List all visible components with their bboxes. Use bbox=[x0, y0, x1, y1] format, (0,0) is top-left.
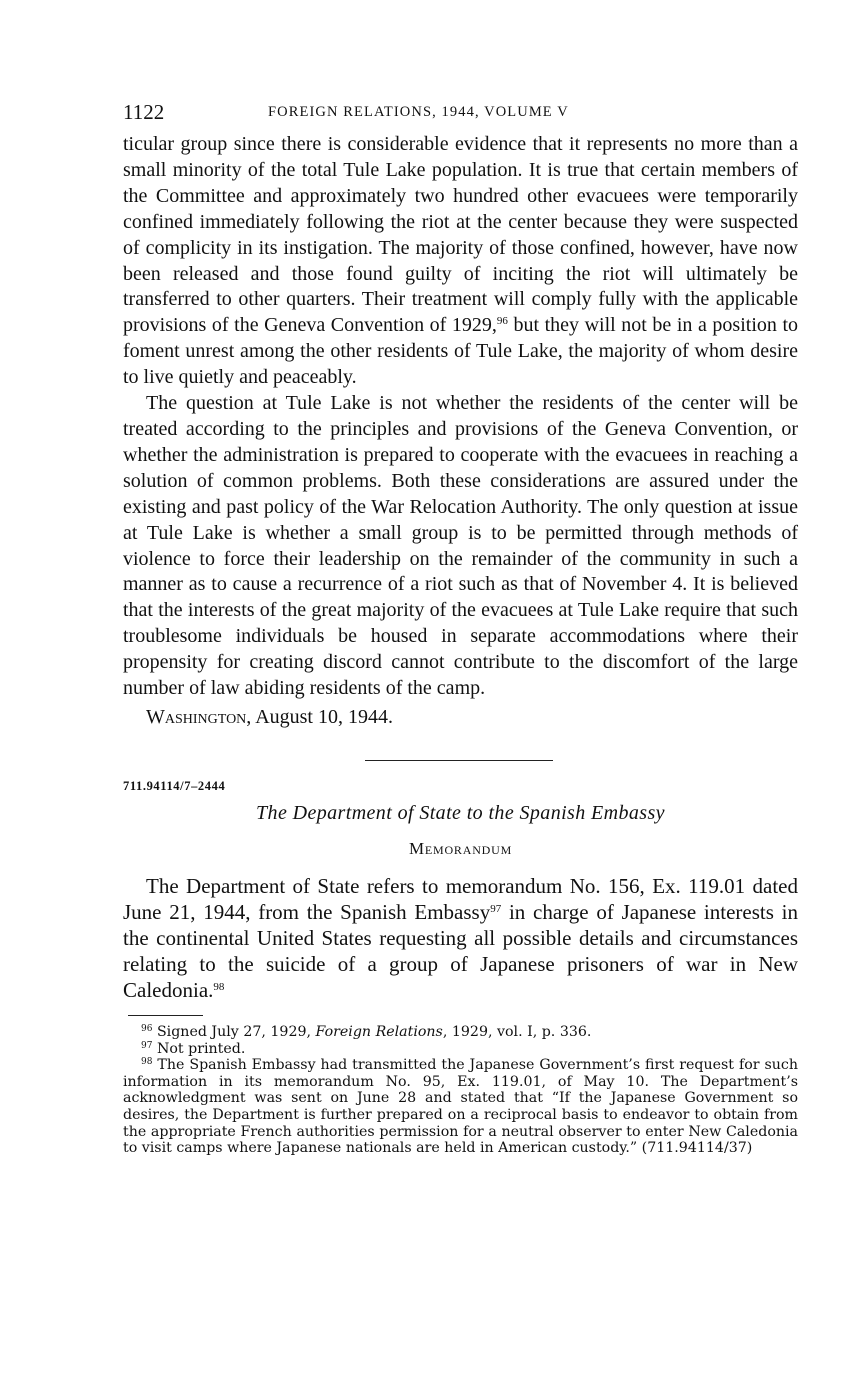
page-header bbox=[123, 96, 798, 132]
footnote-text: Not printed. bbox=[152, 1040, 246, 1057]
page-number: 1122 bbox=[123, 100, 165, 124]
body-text bbox=[123, 132, 798, 730]
footnote-text: Signed July 27, 1929, bbox=[152, 1023, 316, 1040]
footnote-rule bbox=[128, 1015, 203, 1016]
footnote-98 bbox=[123, 1057, 798, 1157]
dateline bbox=[146, 704, 798, 730]
paragraph-text: ticular group since there is considerable evidence that it represents no more than a small minority of the total Tule Lake population. It is true that certain members of the Committee and approximately two hundred other evacuees were temporarily confined immediately following the riot at the center because they were suspected of complicity in its instigation. The majority of those confined, however, have now been released and those found guilty of inciting the riot will ultimately be transferred to other quarters. Their treatment will comply fully with the applicable provisions of the Geneva Convention of 1929, bbox=[123, 133, 798, 337]
paragraph-text: in charge of Japanese interests in the continental United States requesting all possible details and circumstances relating to the suicide of a group of Japanese prisoners of war in New Caledonia. bbox=[123, 899, 798, 1002]
footnote-ref-97[interactable]: 97 bbox=[490, 902, 502, 915]
footnote-text: , 1929, vol. I, p. 336. bbox=[442, 1023, 592, 1040]
section-divider bbox=[365, 760, 553, 761]
document-type: Memorandum bbox=[408, 838, 513, 858]
footnote-ref-98[interactable]: 98 bbox=[213, 980, 225, 993]
footnotes bbox=[123, 1024, 798, 1157]
footnote-mark: 96 bbox=[141, 1023, 153, 1034]
footnote-italic-title: Foreign Relations bbox=[315, 1023, 443, 1040]
dateline-date: , August 10, 1944. bbox=[246, 705, 393, 728]
memorandum-paragraph bbox=[123, 873, 798, 1003]
running-head: FOREIGN RELATIONS, 1944, VOLUME V bbox=[268, 104, 569, 120]
document-page bbox=[123, 96, 798, 1157]
paragraph-continued bbox=[123, 132, 798, 391]
footnote-text: The Spanish Embassy had transmitted the Japanese Government’s first request for such information in its memorandum No. 95, Ex. 119.01, of May 10. The Department’s acknowledgment was sent on June 28 and stated that “If the Japanese Government so desires, the Department is further prepared on a reciprocal basis to endeavor to obtain from the appropriate French authorities permission for a neutral observer to enter New Caledonia to visit camps where Japanese nationals are held in American custody.” (711.94114/37) bbox=[123, 1057, 798, 1157]
paragraph-text: The Department of State refers to memorandum No. 156, Ex. 119.01 dated June 21, 1944, from the Spanish Embassy bbox=[123, 873, 798, 924]
memorandum-body bbox=[123, 873, 798, 1003]
paragraph: The question at Tule Lake is not whether the residents of the center will be treated according to the principles and provisions of the Geneva Convention, or whether the administration is prepared to cooperate with the evacuees in reaching a solution of common problems. Both these considerations are assured under the existing and past policy of the War Relocation Authority. The only question at issue at Tule Lake is whether a small group is to be permitted through methods of violence to force their leadership on the remainder of the community in such a manner as to cause a recurrence of a riot such as that of November 4. It is believed that the interests of the great majority of the evacuees at Tule Lake require that such troublesome individuals be housed in separate accommodations where their propensity for creating discord cannot contribute to the discomfort of the large number of law abiding residents of the camp. bbox=[123, 392, 798, 700]
footnote-mark: 97 bbox=[141, 1040, 153, 1051]
footnote-96 bbox=[123, 1024, 798, 1041]
paragraph-text: but they will not be in a position to foment unrest among the other residents of Tule Lake, the majority of whom desire to live quietly and peaceably. bbox=[123, 314, 798, 389]
document-title: The Department of State to the Spanish Embassy bbox=[256, 801, 665, 824]
dateline-place: Washington bbox=[146, 705, 247, 728]
footnote-mark: 98 bbox=[141, 1057, 153, 1068]
footnote-97 bbox=[123, 1041, 798, 1058]
file-number: 711.94114/7–2444 bbox=[123, 778, 226, 793]
footnote-ref-96[interactable]: 96 bbox=[496, 315, 508, 328]
